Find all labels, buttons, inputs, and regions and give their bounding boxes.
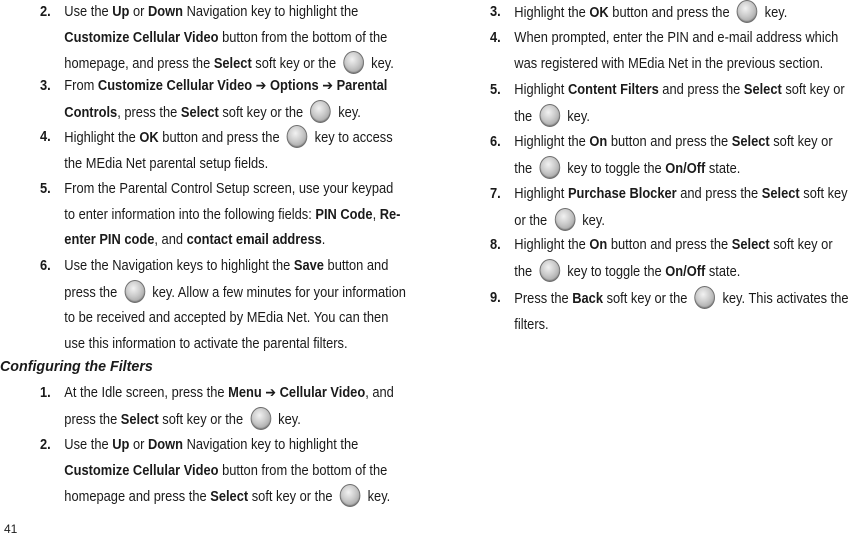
center-key-icon [539, 259, 560, 282]
step-number: 5. [490, 82, 501, 98]
step-text: Highlight Purchase Blocker and press the Select soft key or the key. [514, 186, 848, 229]
step-text: When prompted, enter the PIN and e-mail address which was registered with MEdia Net in the previous section. [514, 30, 839, 72]
step-number: 1. [40, 385, 51, 401]
center-key-icon [554, 208, 575, 231]
center-key-icon [250, 407, 271, 430]
center-key-icon [340, 484, 361, 507]
step-number: 4. [40, 129, 51, 145]
step-number: 6. [490, 134, 501, 150]
step-text: Press the Back soft key or the key. This activates the filters. [514, 286, 849, 338]
step-text: Highlight the On button and press the Select soft key or the key to toggle the On/Off state. [514, 134, 833, 177]
step-number: 5. [40, 181, 51, 197]
step-text: Highlight the OK button and press the key. [514, 0, 849, 27]
center-key-icon [539, 156, 560, 179]
step-text: From Customize Cellular Video ➔ Options ➔ Parental Controls, press the Select soft key or the key. [64, 78, 388, 121]
step-text: Use the Up or Down Navigation key to highlight the Customize Cellular Video button from the bottom of the homepage, and press the Select soft key or the key. [64, 4, 394, 73]
center-key-icon [737, 0, 758, 23]
step-number: 4. [490, 30, 501, 46]
section-heading: Configuring the Filters [0, 358, 153, 375]
page-number: 41 [4, 522, 18, 536]
step-number: 8. [490, 237, 501, 253]
step-text: Use the Navigation keys to highlight the Save button and press the key. Allow a few minutes for your information to be received and accepted by MEdia Net. You can then use this information to activate the parental filters. [64, 258, 406, 352]
step-text: Highlight Content Filters and press the Select soft key or the key. [514, 82, 845, 125]
step-text: Highlight the OK button and press the key to access the MEdia Net parental setup fields. [64, 125, 406, 177]
center-key-icon [695, 286, 716, 309]
step-number: 9. [490, 290, 501, 306]
step-text: Highlight the On button and press the Select soft key or the key to toggle the On/Off state. [514, 237, 833, 280]
center-key-icon [310, 100, 331, 123]
step-text: Use the Up or Down Navigation key to highlight the Customize Cellular Video button from the bottom of the homepage and press the Select soft key or the key. [64, 437, 391, 506]
step-number: 6. [40, 258, 51, 274]
step-number: 7. [490, 186, 501, 202]
center-key-icon [343, 51, 364, 74]
step-number: 3. [490, 4, 501, 20]
step-number: 3. [40, 78, 51, 94]
step-text: At the Idle screen, press the Menu ➔ Cellular Video, and press the Select soft key or the key. [64, 385, 394, 428]
center-key-icon [539, 104, 560, 127]
step-text: From the Parental Control Setup screen, use your keypad to enter information into the following fields: PIN Code, Re-enter PIN code, and contact email address. [64, 181, 401, 249]
center-key-icon [287, 125, 308, 148]
step-number: 2. [40, 4, 51, 20]
center-key-icon [124, 280, 145, 303]
step-number: 2. [40, 437, 51, 453]
